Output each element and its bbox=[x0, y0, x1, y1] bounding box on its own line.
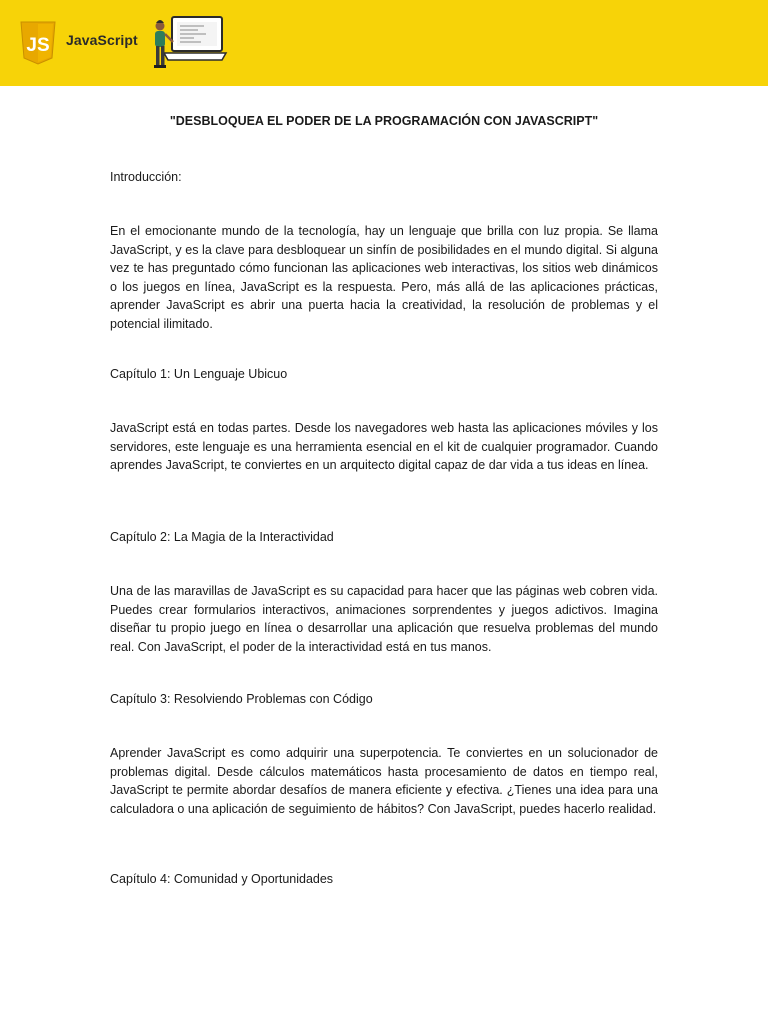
section-paragraph-chapter-1: JavaScript está en todas partes. Desde los navegadores web hasta las aplicaciones móviles y los servidores, este lenguaje es una herramienta esencial en el kit de cualquier programador. Cuando aprendes JavaScript, te conviertes en un arquitecto digital capaz de dar vida a tus ideas en línea. bbox=[110, 421, 658, 473]
section-paragraph-chapter-2: Una de las maravillas de JavaScript es su capacidad para hacer que las páginas web cobren vida. Puedes crear formularios interactivos, animaciones sorprendentes y juegos adictivos. Imagina diseñar tu propio juego en línea o desarrollar una aplicación que resuelva problemas del mundo real. Con JavaScript, el poder de la interactividad está en tus manos. bbox=[110, 584, 658, 654]
document-title: "DESBLOQUEA EL PODER DE LA PROGRAMACIÓN CON JAVASCRIPT" bbox=[169, 114, 599, 128]
section-heading-chapter-2: Capítulo 2: La Magia de la Interactividad bbox=[110, 530, 334, 544]
section-heading-intro: Introducción: bbox=[110, 170, 182, 184]
section-heading-chapter-1: Capítulo 1: Un Lenguaje Ubicuo bbox=[110, 367, 288, 381]
section-heading-chapter-4: Capítulo 4: Comunidad y Oportunidades bbox=[110, 872, 334, 886]
section-heading-chapter-3: Capítulo 3: Resolviendo Problemas con Código bbox=[110, 692, 373, 706]
section-paragraph-intro: En el emocionante mundo de la tecnología, hay un lenguaje que brilla con luz propia. Se llama JavaScript, y es la clave para desbloquear un sinfín de posibilidades en el mundo digital. Si alguna vez te has preguntado cómo funcionan las aplicaciones web interactivas, los sitios web dinámicos o los juegos en línea, JavaScript es la respuesta. Pero, más allá de las aplicaciones prácticas, aprender JavaScript es abrir una puerta hacia la creatividad, la resolución de problemas y el potencial ilimitado. bbox=[110, 224, 658, 331]
logo-mark: JS bbox=[26, 35, 50, 56]
javascript-logo-icon bbox=[19, 20, 57, 66]
person-laptop-icon bbox=[146, 14, 228, 74]
logo-text: JavaScript bbox=[66, 32, 138, 48]
section-paragraph-chapter-3: Aprender JavaScript es como adquirir una superpotencia. Te conviertes en un solucionador de problemas digital. Desde cálculos matemáticos hasta procesamiento de datos en tiempo real, JavaScript te permite abordar desafíos de manera eficiente y efectiva. ¿Tienes una idea para una calculadora o una aplicación de seguimiento de hábitos? Con JavaScript, puedes hacerlo realidad. bbox=[110, 746, 658, 816]
header-banner bbox=[0, 0, 768, 86]
